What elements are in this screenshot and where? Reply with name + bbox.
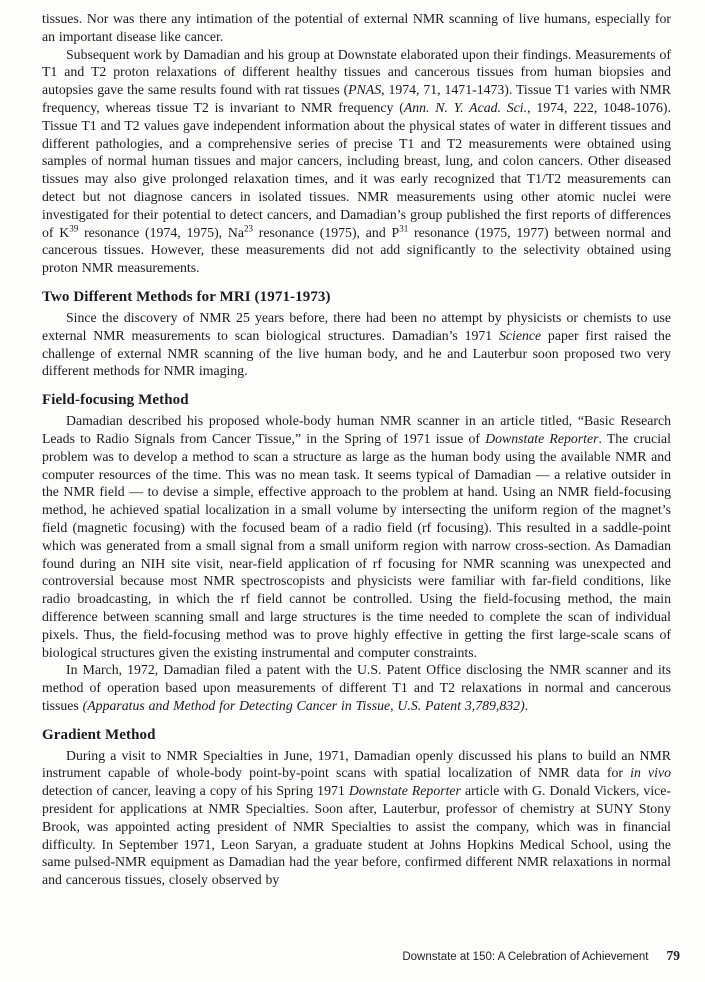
page-text-column [42, 10, 671, 889]
footer-running-title: Downstate at 150: A Celebration of Achievement [402, 951, 649, 963]
section-heading-field-focusing: Field-focusing Method [42, 392, 189, 409]
section-heading-gradient: Gradient Method [42, 726, 156, 743]
paragraph-patent-filing: In March, 1972, Damadian filed a patent with the U.S. Patent Office disclosing the NMR scanner and its method of operation based upon measurements of different T1 and T2 relaxations in normal and cancerous tissues (Apparatus and Method for Detecting Cancer in Tissue, U.S. Patent 3,789,832). [42, 662, 671, 713]
paragraph-subsequent-work: Subsequent work by Damadian and his group at Downstate elaborated upon their findings. Measurements of T1 and T2 proton relaxations of different healthy tissues and cancerous tissues from human biopsies and autopsies gave the same results found with rat tissues (PNAS, 1974, 71, 1471-1473). Tissue T1 varies with NMR frequency, whereas tissue T2 is invariant to NMR frequency (Ann. N. Y. Acad. Sci., 1974, 222, 1048-1076). Tissue T1 and T2 values gave independent information about the physical states of water in different tissues and different pathologies, and a comprehensive series of precise T1 and T2 measurements were obtained using samples of normal human tissues and major cancers, including breast, lung, and colon cancers. Other diseased tissues may also give prolonged relaxation times, and it was early recognized that T1/T2 measurements can detect but not diagnose cancers in isolated tissues. NMR measurements using other atomic nuclei were investigated for their potential to detect cancers, and Damadian’s group published the first reports of differences of $K^{39}$ resonance (1974, 1975), Na$^{23}$ resonance (1975), and $P^{31}$ resonance (1975, 1977) between normal and cancerous tissues. However, these measurements did not add significantly to the selectivity obtained using proton NMR measurements. [42, 46, 671, 276]
page-number: 79 [666, 948, 680, 963]
paragraph-gradient-method: During a visit to NMR Specialties in June, 1971, Damadian openly discussed his plans to build an NMR instrument capable of whole-body point-by-point scans with spatial localization of NMR data for in vivo detection of cancer, leaving a copy of his Spring 1971 Downstate Reporter article with G. Donald Vickers, vice-president for applications at NMR Specialties. Soon after, Lauterbur, professor of chemistry at SUNY Stony Brook, was appointed acting president of NMR Specialties to assist the company, which was in financial difficulty. In September 1971, Leon Saryan, a graduate student at Johns Hopkins Medical School, using the same pulsed-NMR equipment as Damadian had the year before, confirmed different NMR relaxations in normal and cancerous tissues, closely observed by [42, 747, 671, 888]
paragraph-since-discovery: Since the discovery of NMR 25 years before, there had been no attempt by physicists or chemists to use external NMR measurements to scan biological structures. Damadian’s 1971 Science paper first raised the challenge of external NMR scanning of the live human body, and he and Lauterbur soon proposed two very different methods for NMR imaging. [42, 309, 671, 379]
page-footer [402, 948, 680, 964]
paragraph-continuation: tissues. Nor was there any intimation of the potential of external NMR scanning of live humans, especially for an important disease like cancer. [42, 11, 671, 44]
paragraph-field-focusing: Damadian described his proposed whole-body human NMR scanner in an article titled, “Basic Research Leads to Radio Signals from Cancer Tissue,” in the Spring of 1971 issue of Downstate Reporter. The crucial problem was to develop a method to scan a structure as large as the human body using the available NMR and computer resources of the time. This was no mean task. It seems typical of Damadian — a relative outsider in the NMR field — to devise a simple, effective approach to the problem at hand. Using an NMR field-focusing method, he achieved spatial localization in a small volume by intersecting the uniform region of the magnet’s field (magnetic focusing) with the focused beam of a radio field (rf focusing). This resulted in a saddle-point which was generated from a small signal from a small uniform region with narrow cross-section. As Damadian found during an NIH site visit, near-field application of rf focusing for NMR scanning was unexpected and controversial because most NMR spectroscopists and physicists were familiar with far-field conditions, like radio broadcasting, in which the rf field cannot be controlled. Using the field-focusing method, the main difference between scanning small and large structures is the time needed to complete the scan of individual pixels. Thus, the field-focusing method was to prove highly effective in getting the first large-scale scans of biological structures given the existing instrumental and computer constraints. [42, 413, 672, 660]
section-heading-two-methods: Two Different Methods for MRI (1971-1973) [42, 288, 331, 305]
